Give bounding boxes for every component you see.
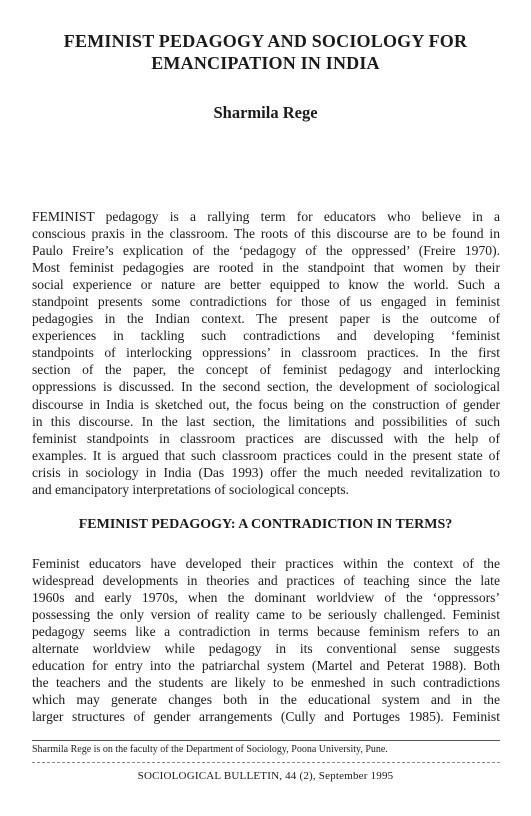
text-line: education for entry into the patriarchal system (Martel and Peterat 1988). Both [32, 658, 500, 674]
text-line: conscious praxis in the classroom. The roots of this discourse are to be found in [32, 226, 500, 242]
author-name: Sharmila Rege [213, 103, 318, 122]
journal-citation: SOCIOLOGICAL BULLETIN, 44 (2), September 1995 [137, 770, 394, 782]
text-line: Most feminist pedagogies are rooted in the standpoint that women by their [32, 260, 500, 276]
text-line: widespread developments in theories and practices of teaching since the late [32, 573, 500, 589]
text-line: in this discourse. In the last section, the limitations and possibilities of such [32, 413, 500, 429]
footnote-divider [32, 740, 500, 741]
text-line: which may generate changes both in the educational system and in the [32, 692, 500, 708]
text-line: Feminist educators have developed their practices within the context of the [32, 556, 500, 571]
text-line: pedagogies in the Indian context. The present paper is the outcome of [32, 311, 500, 327]
text-line: feminist standpoints in classroom practices are discussed with the help of [32, 430, 500, 446]
text-line: discourse in India is sketched out, the focus being on the construction of gender [32, 396, 500, 412]
text-line: examples. It is argued that such classroom practices could in the present state of [32, 447, 500, 463]
text-line: alternate worldview while pedagogy in its conventional sense suggests [32, 641, 500, 657]
text-line: Paulo Freire’s explication of the ‘pedagogy of the oppressed’ (Freire 1970). [32, 243, 500, 259]
footer-divider [32, 762, 500, 763]
text-line: oppressions is discussed. In the second section, the development of sociological [32, 379, 500, 395]
text-line: possessing the only version of reality came to be seriously challenged. Feminist [32, 607, 500, 623]
text-line: pedagogy seems like a contradiction in terms because feminism refers to an [32, 624, 500, 640]
article-title-line-1: FEMINIST PEDAGOGY AND SOCIOLOGY FOR [63, 31, 468, 51]
author-affiliation-footnote: Sharmila Rege is on the faculty of the Department of Sociology, Poona University, Pune. [32, 744, 388, 755]
text-line: FEMINIST pedagogy is a rallying term for educators who believe in a [32, 209, 500, 224]
text-line: social experience or nature are better equipped to know the world. Such a [32, 277, 500, 293]
text-line: section of the paper, the concept of feminist pedagogy and interlocking [32, 362, 500, 378]
text-line: crisis in sociology in India (Das 1993) offer the much needed revitalization to [32, 464, 500, 480]
text-line: and emancipatory interpretations of sociological concepts. [32, 481, 350, 497]
text-line: experiences in tackling such contradictions and developing ‘feminist [32, 328, 500, 344]
article-title-line-2: EMANCIPATION IN INDIA [151, 53, 380, 73]
text-line: larger structures of gender arrangements (Cully and Portuges 1985). Feminist [32, 709, 500, 725]
text-line: 1960s and early 1970s, when the dominant worldview of the ‘oppressors’ [32, 590, 500, 606]
section-paragraph [32, 555, 500, 725]
abstract-paragraph [32, 208, 500, 498]
section-heading: FEMINIST PEDAGOGY: A CONTRADICTION IN TERMS? [78, 517, 453, 532]
text-line: the teachers and the students are likely to be enmeshed in such contradictions [32, 675, 500, 691]
text-line: standpoints of interlocking oppressions’ in classroom practices. In the first [32, 345, 500, 361]
text-line: standpoint presents some contradictions for those of us engaged in feminist [32, 294, 500, 310]
